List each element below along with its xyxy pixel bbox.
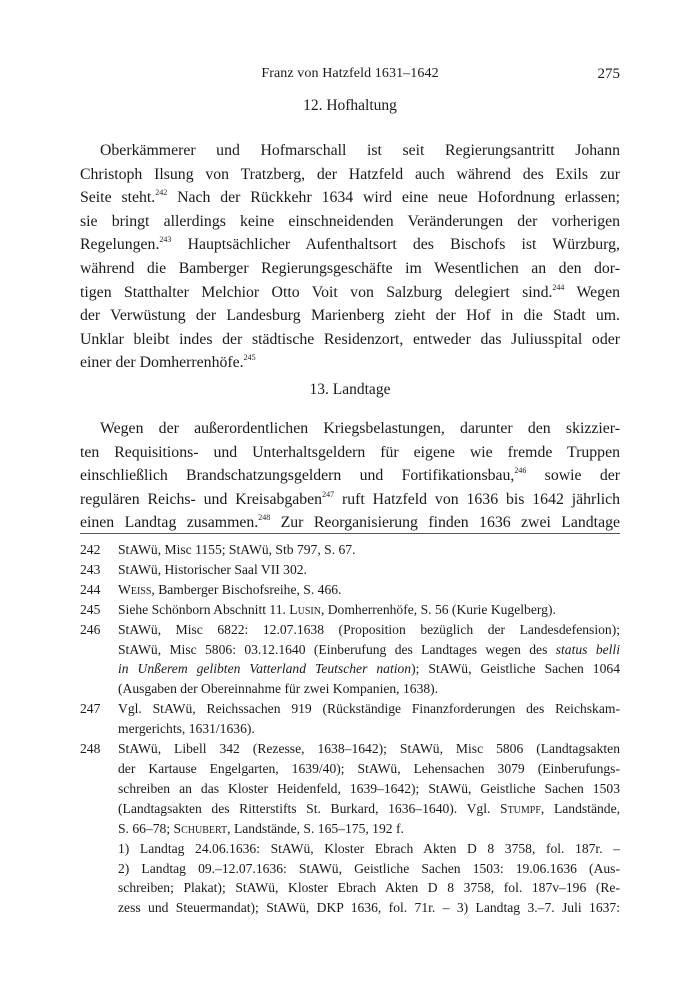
footnote-text: (Landtagsakten des Ritterstifts St. Burkard, 1636–1640). Vgl. Stumpf, Landstände,: [118, 800, 621, 816]
text-line: Unklar bleibt indes der städtische Residenzort, entweder das Juliusspital oder: [80, 330, 620, 348]
footnote-text: StAWü, Libell 342 (Rezesse, 1638–1642); StAWü, Misc 5806 (Landtagsakten: [118, 741, 620, 757]
footnote-ref[interactable]: 247: [322, 489, 335, 499]
footnote-ref[interactable]: 242: [155, 188, 168, 198]
text-line: Seite steht.$^{242}$ Nach der Rückkehr 1634 wird eine neue Hofordnung erlassen;: [80, 188, 621, 207]
footnote-text: Siehe Schönborn Abschnitt 11. Lusin, Domherrenhöfe, S. 56 (Kurie Kugelberg).: [118, 601, 556, 617]
running-title: Franz von Hatzfeld 1631–1642: [261, 66, 439, 81]
text-line: Christoph Ilsung von Tratzberg, der Hatzfeld auch während des Exils zur: [80, 165, 620, 183]
footnote-247: [80, 699, 620, 739]
author-name: Lusin: [289, 601, 321, 617]
text-line: Wegen der außerordentlichen Kriegsbelastungen, darunter den skizzier-: [100, 420, 620, 437]
footnote-number: 247: [80, 701, 101, 717]
footnote-text: Vgl. StAWü, Reichssachen 919 (Rückständige Finanzforderungen des Reichskam-: [118, 701, 620, 717]
footnote-number: 248: [80, 741, 101, 757]
text-line: Oberkämmerer und Hofmarschall ist seit Regierungsantritt Johann: [100, 142, 620, 159]
footnote-ref[interactable]: 245: [243, 353, 256, 363]
footnote-text: schreiben an das Kloster Heidenfeld, 1639–1642); StAWü, Geistliche Sachen 1503: [118, 780, 620, 796]
footnote-number: 242: [80, 542, 101, 557]
author-name: Stumpf: [500, 800, 541, 816]
book-page: [80, 0, 620, 988]
text-line: tigen Statthalter Melchior Otto Voit von Salzburg delegiert sind.$^{244}$ Wegen: [80, 282, 620, 301]
footnotes: [80, 540, 620, 918]
footnote-244: [80, 580, 620, 600]
text-line: regulären Reichs- und Kreisabgaben$^{247}$ ruft Hatzfeld von 1636 bis 1642 jährlich: [80, 489, 621, 508]
footnote-243: [80, 560, 620, 580]
footnote-text: StAWü, Misc 6822: 12.07.1638 (Proposition bezüglich der Landesdefension);: [118, 621, 620, 637]
footnote-text: StAWü, Misc 5806: 03.12.1640 (Einberufung des Landtages wegen des status belli: [118, 641, 620, 657]
paragraph-hofhaltung: [80, 139, 620, 375]
footnote-number: 245: [80, 601, 101, 617]
text-line: ten Requisitions- und Unterhaltsgeldern für eigene wie fremde Truppen: [80, 443, 620, 461]
footnote-text: mergerichts, 1631/1636).: [118, 721, 255, 737]
footnote-246: [80, 620, 620, 700]
footnote-ref[interactable]: 244: [552, 282, 565, 292]
footnote-text: (Ausgaben der Obereinnahme für zwei Kompanien, 1638).: [118, 681, 439, 697]
footnote-245: [80, 600, 620, 620]
paragraph-landtage: [80, 417, 620, 535]
text-line: Regelungen.$^{243}$ Hauptsächlicher Aufenthaltsort des Bischofs ist Würzburg,: [80, 235, 620, 254]
footnote-ref[interactable]: 243: [159, 235, 172, 245]
footnote-number: 244: [80, 581, 101, 597]
author-name: Schubert: [173, 820, 228, 836]
section-heading-hofhaltung: 12. Hofhaltung: [303, 97, 397, 114]
footnote-text: in Unßerem gelibten Vatterland Teutscher nation); StAWü, Geistliche Sachen 1064: [118, 661, 620, 677]
text-line: sie bringt allerdings keine einschneidenden Veränderungen der vorherigen: [80, 212, 620, 230]
footnote-ref[interactable]: 246: [514, 466, 527, 476]
footnote-text: der Kartause Engelgarten, 1639/40); StAWü, Lehensachen 3079 (Einberufungs-: [118, 760, 620, 776]
footnote-text: S. 66–78; Schubert, Landstände, S. 165–175, 192 f.: [118, 820, 404, 836]
footnote-ref[interactable]: 248: [258, 513, 271, 523]
footnote-248: [80, 739, 620, 918]
footnote-242: [80, 540, 620, 560]
footnote-text: 2) Landtag 09.–12.07.1636: StAWü, Geistliche Sachen 1503: 19.06.1636 (Aus-: [118, 860, 620, 876]
footnote-text: schreiben; Plakat); StAWü, Kloster Ebrach Akten D 8 3758, fol. 187v–196 (Re-: [118, 880, 620, 896]
running-head: [80, 64, 620, 84]
text-line: einer der Domherrenhöfe.$^{245}$: [80, 353, 256, 372]
footnote-text: StAWü, Historischer Saal VII 302.: [118, 561, 307, 577]
text-line: einen Landtag zusammen.$^{248}$ Zur Reorganisierung finden 1636 zwei Landtage: [80, 513, 620, 532]
footnote-text: StAWü, Misc 1155; StAWü, Stb 797, S. 67.: [118, 542, 356, 557]
section-heading-landtage: 13. Landtage: [309, 381, 391, 398]
page-number: 275: [597, 66, 620, 82]
footnote-divider: [80, 533, 620, 534]
footnote-text: zess und Steuermandat); StAWü, DKP 1636, fol. 71r. – 3) Landtag 3.–7. Juli 1637:: [118, 900, 620, 916]
footnote-text: 1) Landtag 24.06.1636: StAWü, Kloster Ebrach Akten D 8 3758, fol. 187r. –: [118, 840, 620, 856]
text-line: einschließlich Brandschatzungsgeldern und Fortifikationsbau,$^{246}$ sowie der: [80, 466, 620, 485]
footnote-number: 243: [80, 561, 101, 577]
text-line: während die Bamberger Regierungsgeschäfte im Wesentlichen an den dor-: [80, 259, 620, 277]
text-line: der Verwüstung der Landesburg Marienberg zieht der Hof in die Stadt um.: [80, 307, 620, 325]
footnote-number: 246: [80, 621, 101, 637]
author-name: Weiss: [118, 581, 152, 597]
footnote-text: Weiss, Bamberger Bischofsreihe, S. 466.: [118, 581, 342, 597]
